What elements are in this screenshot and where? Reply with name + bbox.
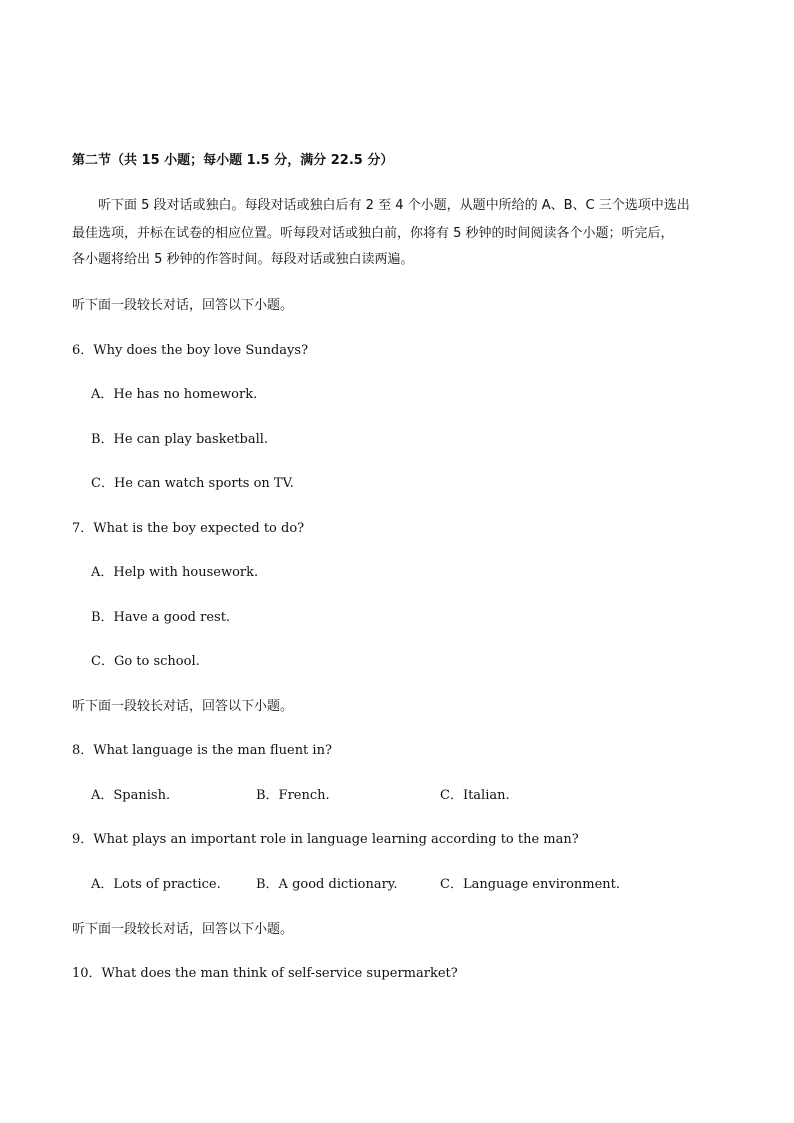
question-6-option-b: B．He can play basketball. xyxy=(91,432,269,447)
question-7-option-b: B．Have a good rest. xyxy=(91,610,231,625)
instructions-line-2: 最佳选项，并标在试卷的相应位置。听每段对话或独白前，你将有 5 秒钟的时间阅读各个小题；听完后， xyxy=(72,226,674,241)
question-6-stem: 6．Why does the boy love Sundays? xyxy=(72,343,309,358)
dialogue-prompt-1: 听下面一段较长对话，回答以下小题。 xyxy=(72,298,294,313)
instructions-line-3: 各小题将给出 5 秒钟的作答时间。每段对话或独白读两遍。 xyxy=(72,252,414,267)
dialogue-prompt-3: 听下面一段较长对话，回答以下小题。 xyxy=(72,922,294,937)
question-10-stem: 10．What does the man think of self-service supermarket? xyxy=(72,966,458,981)
question-7-stem: 7．What is the boy expected to do? xyxy=(72,521,305,536)
question-6-option-a: A．He has no homework. xyxy=(91,387,258,402)
question-9-options xyxy=(0,876,794,894)
instructions-line-1: 听下面 5 段对话或独白。每段对话或独白后有 2 至 4 个小题，从题中所给的 A、B、C 三个选项中选出 xyxy=(98,198,690,213)
question-9-stem: 9．What plays an important role in language learning according to the man? xyxy=(72,832,579,847)
question-8-stem: 8．What language is the man fluent in? xyxy=(72,743,332,758)
question-8-option-b: B．French. xyxy=(256,788,330,803)
question-8-option-a: A．Spanish. xyxy=(91,788,171,803)
question-7-option-c: C．Go to school. xyxy=(91,654,200,669)
question-8-option-c: C．Italian. xyxy=(440,788,510,803)
section-heading: 第二节（共 15 小题；每小题 1.5 分，满分 22.5 分） xyxy=(72,153,394,168)
question-7-option-a: A．Help with housework. xyxy=(91,565,259,580)
question-9-option-a: A．Lots of practice. xyxy=(91,877,221,892)
question-9-option-c: C．Language environment. xyxy=(440,877,621,892)
question-8-options xyxy=(0,787,794,805)
question-9-option-b: B．A good dictionary. xyxy=(256,877,398,892)
dialogue-prompt-2: 听下面一段较长对话，回答以下小题。 xyxy=(72,699,294,714)
question-6-option-c: C．He can watch sports on TV. xyxy=(91,476,294,491)
